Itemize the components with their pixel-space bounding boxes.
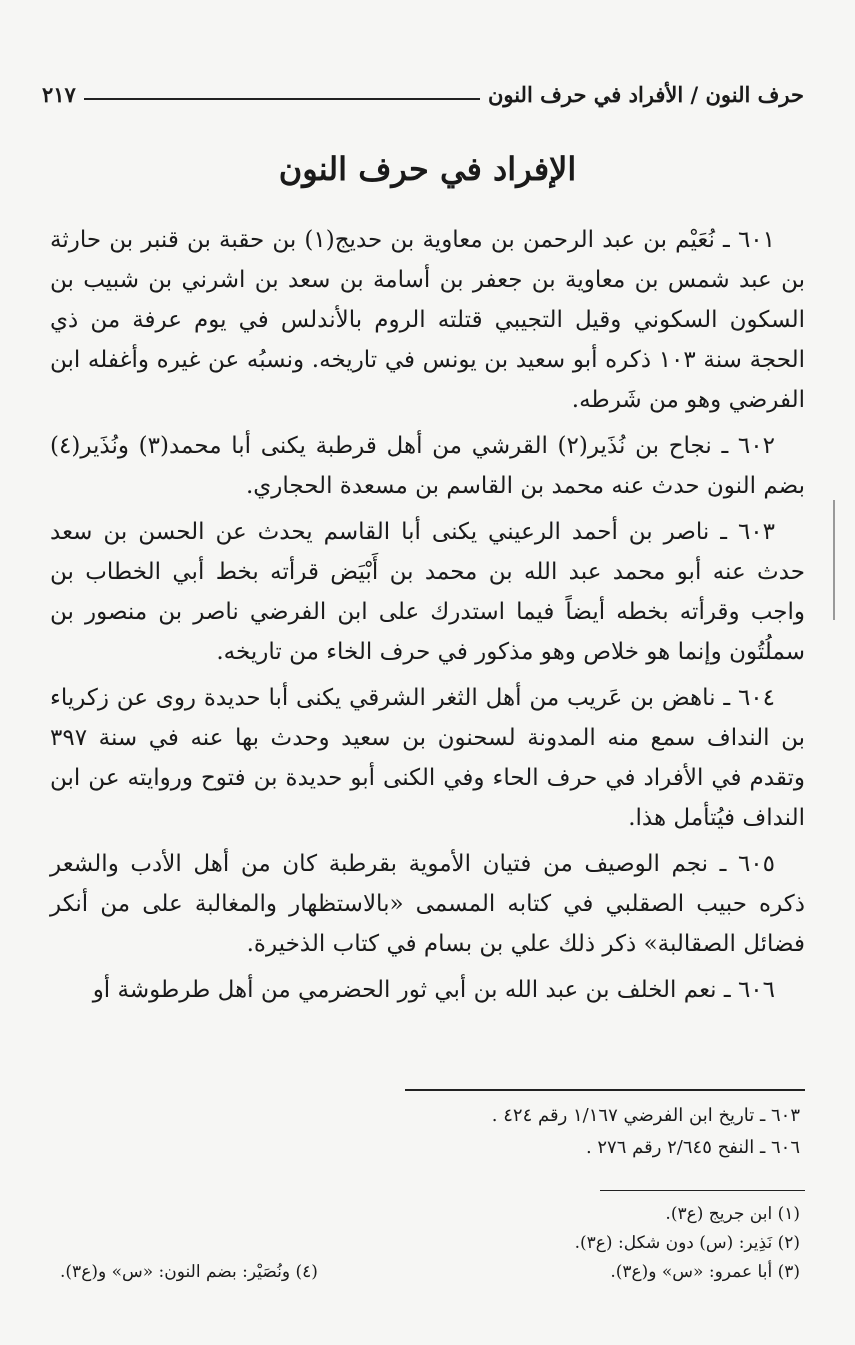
footnotes (60, 1200, 800, 1300)
footnote-4: (٤) ونُصَيْر: بضم النون: «س» و(ع٣). (60, 1262, 318, 1282)
entry-604: ٦٠٤ ـ ناهض بن عَريب من أهل الثغر الشرقي يكنى أبا حديدة روى عن زكرياء بن النداف سمع منه المدونة لسحنون بن سعيد وحدث بها عنه في سنة ٣٩٧ وتقدم في الأفراد في حرف الحاء وفي الكنى أبو حديدة بن فتوح وروايته عن ابن النداف فيُتأمل هذا. (50, 685, 805, 831)
header-rule (84, 98, 480, 100)
footnote-3: (٣) أبا عمرو: «س» و(ع٣). (610, 1262, 800, 1282)
footnote-2: (٢) نَذِير: (س) دون شكل: (ع٣). (574, 1233, 800, 1253)
entry-603: ٦٠٣ ـ ناصر بن أحمد الرعيني يكنى أبا القاسم يحدث عن الحسن بن سعد حدث عنه أبو محمد عبد الله بن محمد بن أَبْيَض قرأته بخط أبي الخطاب بن واجب وقرأته بخطه أيضاً فيما استدرك على ابن الفرضي ناصر بن منصور بن سملُتُون وإنما هو خلاص وهو مذكور في حرف الخاء من تاريخه. (50, 519, 805, 665)
section-title: الإفراد في حرف النون (278, 150, 577, 188)
binding-margin-line (833, 500, 835, 620)
source-603: ٦٠٣ ـ تاريخ ابن الفرضي ١/١٦٧ رقم ٤٢٤ . (491, 1105, 800, 1126)
footnotes-rule (600, 1190, 805, 1191)
entries-body (50, 220, 805, 1016)
sources-rule (405, 1089, 805, 1091)
entry-605: ٦٠٥ ـ نجم الوصيف من فتيان الأموية بقرطبة كان من أهل الأدب والشعر ذكره حبيب الصقلبي في كتابه المسمى «بالاستظهار والمغالبة على من أنكر فضائل الصقالبة» ذكر ذلك علي بن بسام في كتاب الذخيرة. (50, 851, 805, 957)
running-header (42, 82, 804, 107)
running-title: حرف النون / الأفراد في حرف النون (487, 82, 804, 107)
sources-notes (405, 1100, 800, 1164)
entry-602: ٦٠٢ ـ نجاح بن نُذَير(٢) القرشي من أهل قرطبة يكنى أبا محمد(٣) ونُذَير(٤) بضم النون حدث عنه محمد بن القاسم بن مسعدة الحجاري. (50, 433, 805, 499)
entry-601: ٦٠١ ـ نُعَيْم بن عبد الرحمن بن معاوية بن حديج(١) بن حقبة بن قنبر بن حارثة بن عبد شمس بن معاوية بن جعفر بن أسامة بن سعد بن اشرني بن شبيب بن السكون السكوني وقيل التجيبي قتلته الروم بالأندلس في يوم عرفة من ذي الحجة سنة ١٠٣ ذكره أبو سعيد بن يونس في تاريخه. ونسبُه عن غيره وأغفله ابن الفرضي وهو من شَرطه. (50, 227, 805, 413)
source-606: ٦٠٦ ـ النفح ٢/٦٤٥ رقم ٢٧٦ . (585, 1137, 800, 1158)
page-number: ٢١٧ (42, 82, 76, 107)
entry-606: ٦٠٦ ـ نعم الخلف بن عبد الله بن أبي ثور الحضرمي من أهل طرطوشة أو (92, 977, 775, 1003)
footnote-1: (١) ابن جريج (ع٣). (665, 1204, 800, 1224)
